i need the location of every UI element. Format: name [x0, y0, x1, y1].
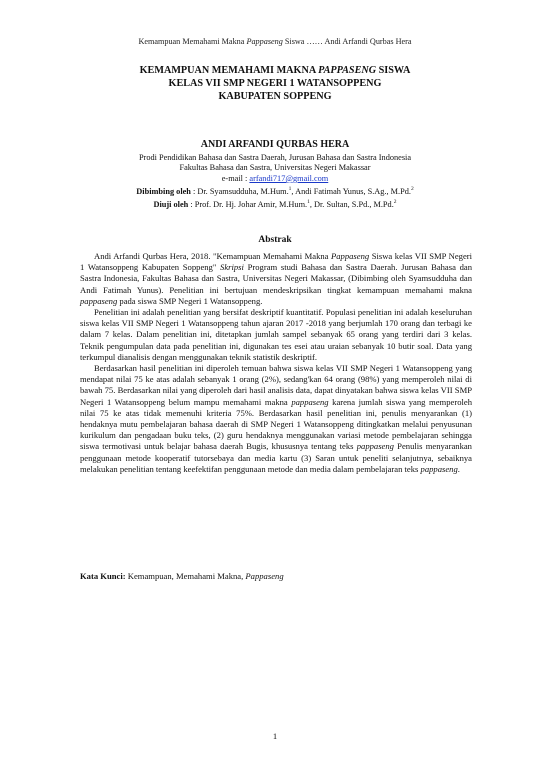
affiliation-faculty: Fakultas Bahasa dan Sastra, Universitas Negeri Makassar [179, 163, 371, 173]
advisor-1-sup: 1 [288, 186, 292, 192]
abstract-p1-text-c: Program studi Bahasa dan Sastra Daerah. Jurusan Bahasa dan Sastra Indonesia, Fakultas Bahasa dan Sastra, Universitas Negeri Makassar, (Dibimbing oleh Syamsudduha dan Andi Fatimah Yunus). Penelitian ini bertujuan mendeskripsikan tingkat kemampuan memahami makna [80, 262, 472, 295]
advisors-tested [0, 197, 550, 210]
advisor-2-sup: 2 [410, 186, 414, 192]
abstract-p3-text-b: karena jumlah siswa yang memperoleh nilai 75 ke atas tidak memenuhi kriteria 75%. Berdasarkan hasil penelitian ini, penulis menyarankan (1) hendaknya mutu pembelajaran bahasa daerah di SMP Negeri 1 Watansoppeng ditingkatkan melalui penyusunan kurikulum dan pengadaan buku teks, (2) guru hendaknya menggunakan variasi metode pembelajaran sehingga siswa termotivasi untuk belajar bahasa daerah Bugis, khususnya tentang teks [80, 396, 472, 452]
abstract-p3-text-a: Berdasarkan hasil penelitian ini diperoleh temuan bahwa siswa kelas VII SMP Negeri 1 Watansoppeng yang mendapat nilai 75 ke atas adalah sebanyak 1 orang (2%), sedang'kan 64 orang (98%) yang memperoleh nilai di bawah 75. Berdasarkan nilai yang diperoleh dari hasil analisis data, dapat dinyatakan bahwa siswa kelas VII SMP Negeri 1 Watansoppeng belum mampu memahami makna [80, 363, 472, 407]
title-line-3: KABUPATEN SOPPENG [218, 91, 332, 102]
abstract-p3-italic-3: pappaseng [420, 463, 458, 474]
running-header-italic: Pappaseng [246, 37, 283, 46]
page-number: 1 [272, 731, 278, 741]
examiner-1-sup: 1 [307, 198, 310, 205]
keywords-value: Kemampuan, Memahami Makna, [125, 571, 246, 581]
abstract-p1-italic-3: pappaseng [80, 295, 118, 306]
keywords-label: Kata Kunci: [80, 571, 126, 581]
title-line-1-italic: PAPPASENG [318, 65, 377, 76]
abstract-p3-italic-2: pappaseng [356, 441, 394, 452]
abstract-p3-text-c: Penulis menyarankan penggunaan metode kooperatif tutorsebaya dan media kartu (3) Saran untuk peneliti selanjutnya, sebaiknya melakukan penelitian tentang keefektifan penggunaan metode dan media dalam pembelajaran teks [80, 441, 472, 474]
advisors-guided [0, 184, 550, 197]
email-line [0, 174, 550, 184]
abstract-paragraph-2: Penelitian ini adalah penelitian yang bersifat deskriptif kuantitatif. Populasi penelitian ini adalah keseluruhan siswa kelas VII SMP Negeri 1 Watansoppeng tahun ajaran 2017 -2018 yang berjumlah 170 orang dan terbagi ke dalam 7 kelas. Dalam penelitian ini, ditetapkan jumlah sampel sebanyak 65 orang yang terdiri dari 3 kelas. Teknik pengumpulan data pada penelitian ini, digunakan tes esei atau uraian sebanyak 10 butir soal. Data yang terkumpul dianalisis dengan menggunakan teknik statistik deskriptif. [80, 307, 472, 362]
keywords-value-italic: Pappaseng [245, 571, 284, 581]
advisors-block [0, 184, 550, 210]
running-header-text-end: Siswa …… Andi Arfandi Qurbas Hera [282, 37, 412, 46]
paper-title [0, 64, 550, 103]
advisor-2: , Andi Fatimah Yunus, S.Ag., M.Pd. [291, 186, 411, 196]
advisors-tested-label: Diuji oleh [153, 199, 189, 209]
email-label: e-mail : [221, 173, 250, 183]
abstract-body [80, 251, 472, 475]
title-line-1 [0, 64, 550, 77]
abstract-p1-italic-1: Pappaseng [331, 251, 370, 261]
author-affiliation [0, 153, 550, 184]
abstract-p3-text-d: . [457, 463, 460, 474]
abstract-p1-italic-2: Skripsi [220, 262, 244, 273]
running-header [0, 37, 550, 46]
keywords [80, 571, 472, 581]
title-line-2: KELAS VII SMP NEGERI 1 WATANSOPPENG [168, 78, 382, 89]
affiliation-program: Prodi Pendidikan Bahasa dan Sastra Daerah, Jurusan Bahasa dan Sastra Indonesia [138, 153, 412, 162]
examiner-1: : Prof. Dr. Hj. Johar Amir, M.Hum. [188, 199, 308, 209]
author-name: ANDI ARFANDI QURBAS HERA [200, 139, 350, 150]
title-line-1-a: KEMAMPUAN MEMAHAMI MAKNA [139, 65, 319, 76]
advisors-guided-label: Dibimbing oleh [136, 186, 191, 196]
examiner-2-sup: 2 [393, 198, 397, 205]
abstract-p1-text-a: Andi Arfandi Qurbas Hera, 2018. "Kemampuan Memahami Makna [94, 251, 331, 261]
title-line-1-b: SISWA [376, 65, 411, 76]
abstract-paragraph-1 [80, 251, 472, 307]
advisor-1: : Dr. Syamsudduha, M.Hum. [190, 186, 289, 196]
abstract-p1-text-d: pada siswa SMP Negeri 1 Watansoppeng. [117, 295, 263, 306]
examiner-2: , Dr. Sultan, S.Pd., M.Pd. [309, 199, 394, 209]
abstract-paragraph-3 [80, 363, 472, 475]
running-header-text: Kemampuan Memahami Makna [138, 37, 247, 46]
abstract-p3-italic-1: pappaseng [291, 396, 329, 407]
abstract-p1-text-b: Siswa kelas VII SMP Negeri 1 Watansoppeng Kabupaten Soppeng" [80, 251, 473, 273]
abstract-heading: Abstrak [258, 235, 292, 245]
email-link[interactable]: arfandi717@gmail.com [249, 173, 329, 183]
